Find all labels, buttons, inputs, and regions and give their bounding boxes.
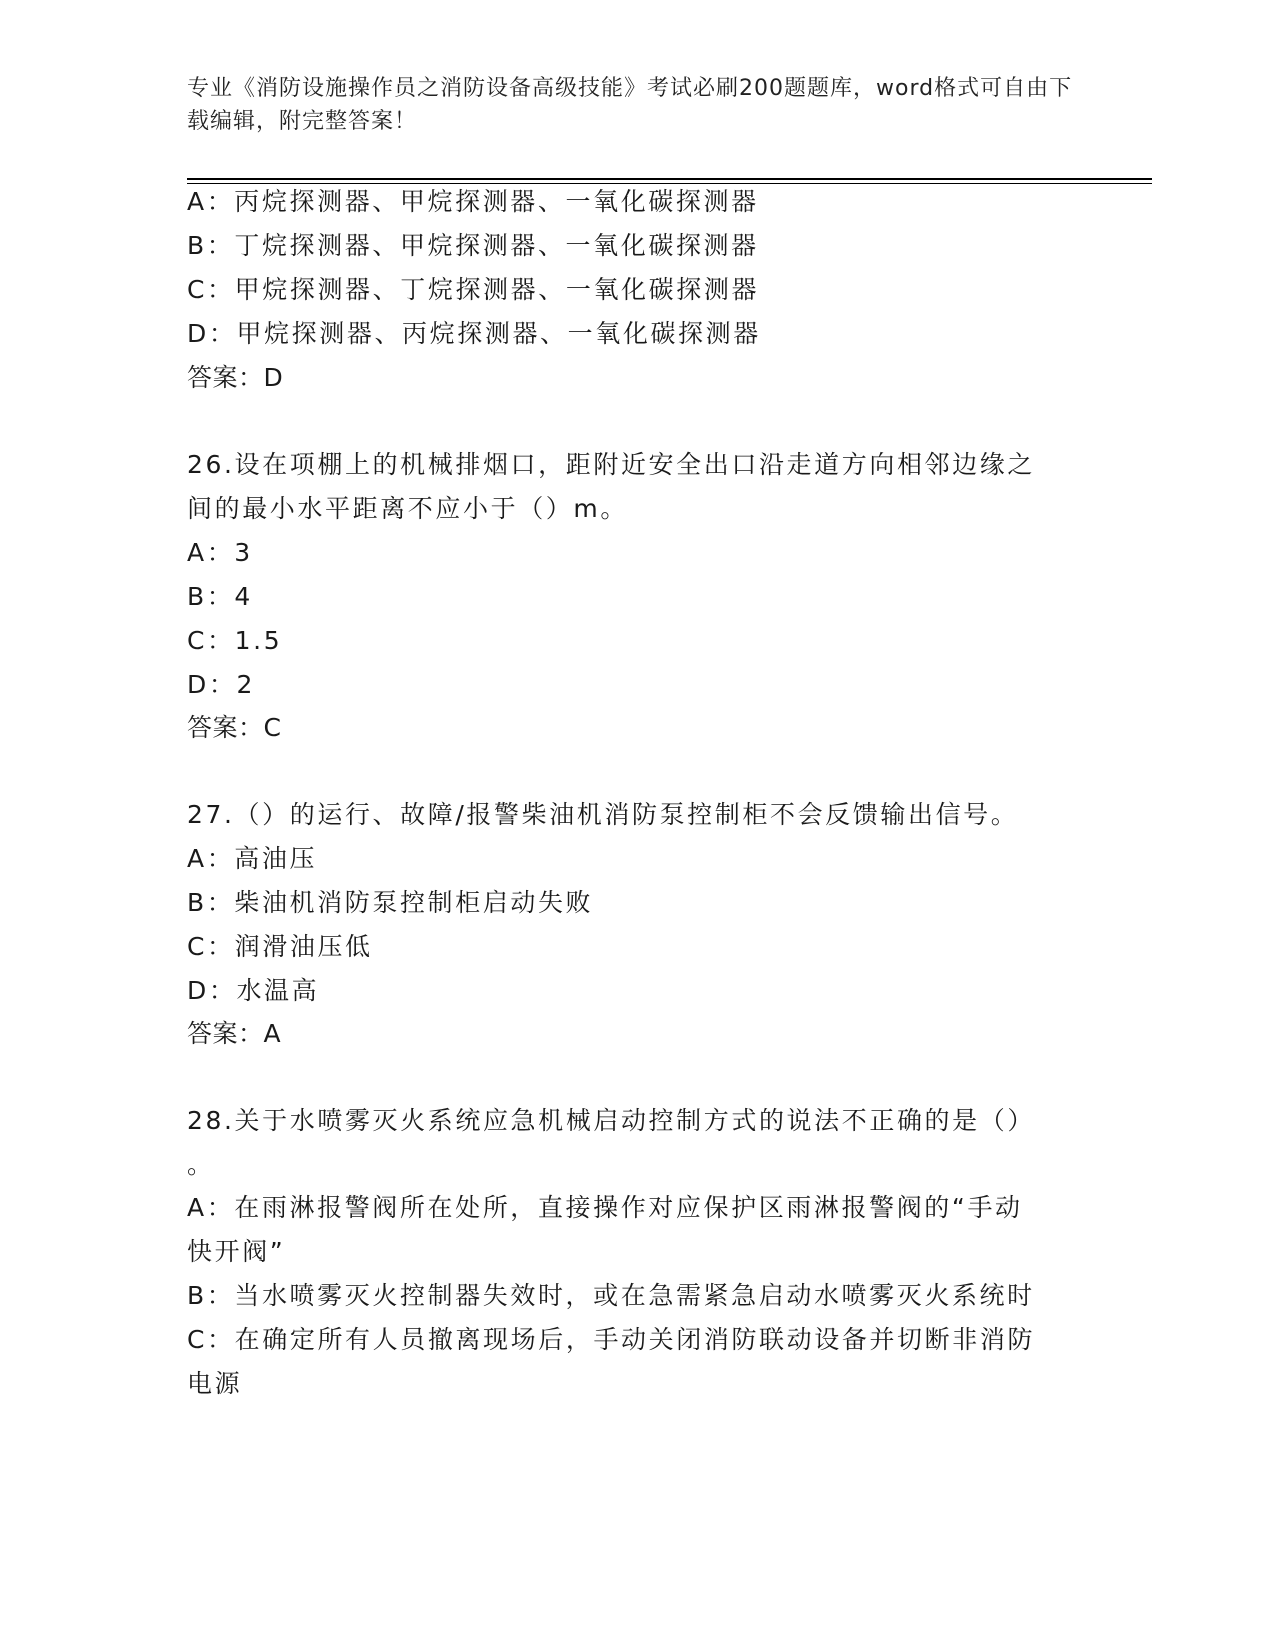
q27-option-d: D：水温高	[187, 976, 320, 1005]
q25-option-c: C：甲烷探测器、丁烷探测器、一氧化碳探测器	[187, 275, 760, 304]
q28-option-c-line-2: 电源	[187, 1369, 243, 1398]
page-header: 专业《消防设施操作员之消防设备高级技能》考试必刷200题题库，word格式可自由下载编辑，附完整答案！	[187, 76, 1073, 134]
q26-option-a: A：3	[187, 538, 253, 567]
q25-answer: 答案：D	[187, 363, 284, 392]
q28-stem-line-1: 28.关于水喷雾灭火系统应急机械启动控制方式的说法不正确的是（）	[187, 1106, 1035, 1135]
q28-option-a-line-2: 快开阀”	[187, 1237, 286, 1266]
q28-option-c-line-1: C：在确定所有人员撤离现场后，手动关闭消防联动设备并切断非消防	[187, 1325, 1036, 1354]
q26-option-b: B：4	[187, 582, 253, 611]
q27-option-a: A：高油压	[187, 844, 318, 873]
q25-option-b: B：丁烷探测器、甲烷探测器、一氧化碳探测器	[187, 231, 759, 260]
q26-stem-line-2: 间的最小水平距离不应小于（）m。	[187, 494, 628, 523]
q28-option-a-line-1: A：在雨淋报警阀所在处所，直接操作对应保护区雨淋报警阀的“手动	[187, 1193, 1023, 1222]
q26-option-c: C：1.5	[187, 626, 283, 655]
q28-option-b: B：当水喷雾灭火控制器失效时，或在急需紧急启动水喷雾灭火系统时	[187, 1281, 1035, 1310]
q25-option-d: D：甲烷探测器、丙烷探测器、一氧化碳探测器	[187, 319, 761, 348]
q25-option-a: A：丙烷探测器、甲烷探测器、一氧化碳探测器	[187, 187, 759, 216]
q26-stem-line-1: 26.设在项棚上的机械排烟口，距附近安全出口沿走道方向相邻边缘之	[187, 450, 1035, 479]
q27-option-b: B：柴油机消防泵控制柜启动失败	[187, 888, 594, 917]
q26-option-d: D：2	[187, 670, 255, 699]
q28-stem-line-2: 。	[187, 1150, 215, 1179]
header-rule-thick	[187, 178, 1152, 180]
header-rule-thin	[187, 183, 1152, 184]
q27-option-c: C：润滑油压低	[187, 932, 373, 961]
q27-answer: 答案：A	[187, 1019, 282, 1048]
q26-answer: 答案：C	[187, 713, 282, 742]
q27-stem-line-1: 27.（）的运行、故障/报警柴油机消防泵控制柜不会反馈输出信号。	[187, 800, 1019, 829]
